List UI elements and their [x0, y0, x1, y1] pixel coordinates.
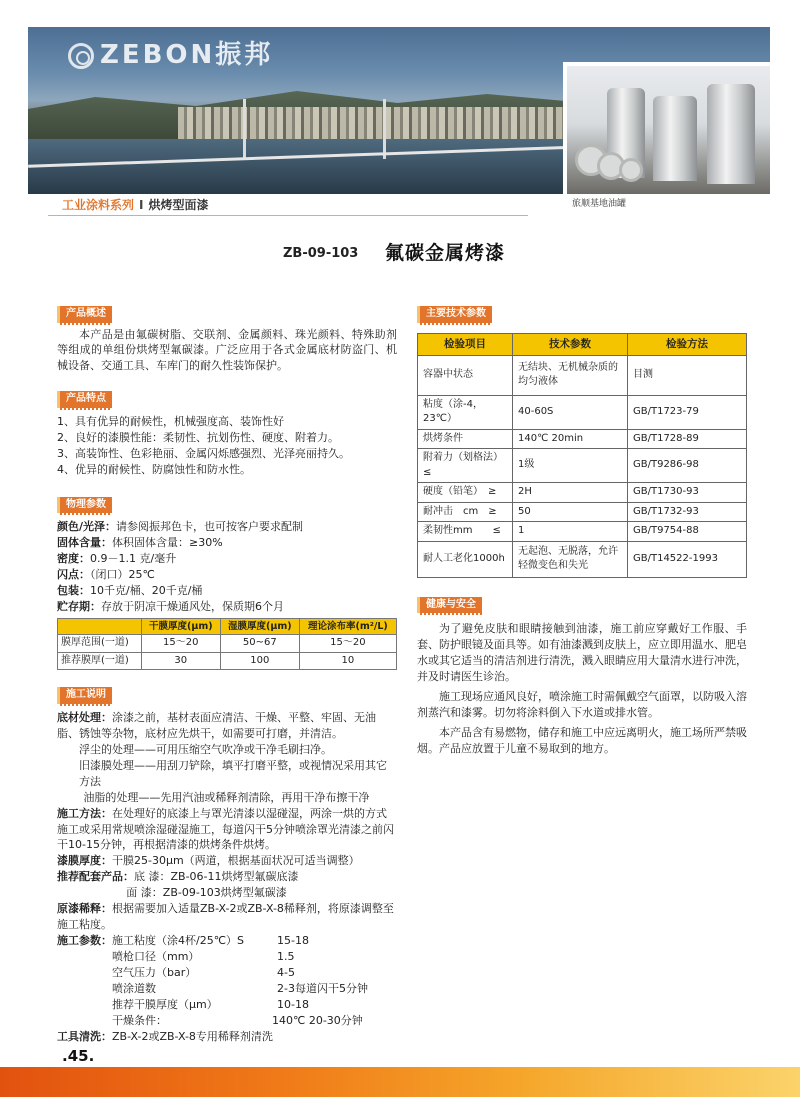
match-key: 推荐配套产品： [57, 870, 134, 884]
params-row [57, 949, 397, 965]
clean-value: ZB-X-2或ZB-X-8专用稀释剂清洗 [112, 1029, 273, 1043]
dilute-key: 原漆稀释： [57, 902, 112, 916]
table-header: 干膜厚度(μm) [141, 618, 220, 635]
section-tag: 施工说明 [57, 687, 112, 704]
physical-row [57, 599, 397, 615]
method-value: 在处理好的底漆上与罩光清漆以湿碰湿，两涂一烘的方式施工或采用常规喷涂湿碰湿施工，每道闪干5分钟喷涂罩光清漆之前闪干10-15分钟，再根据清漆的烘烤条件烘烤。 [57, 806, 394, 852]
section-tag: 主要技术参数 [417, 306, 492, 323]
physical-value: 存放于阴凉干燥通风处，保质期6个月 [101, 599, 284, 613]
table-row [58, 652, 397, 670]
physical-key: 贮存期： [57, 599, 101, 613]
physical-key: 密度： [57, 551, 90, 565]
table-cell: 容器中状态 [418, 355, 513, 395]
logo-text: ZEBON振邦 [100, 40, 274, 70]
method-text [57, 806, 397, 854]
company-logo [68, 37, 273, 75]
tank-end [619, 158, 643, 182]
section-tag: 健康与安全 [417, 597, 482, 614]
table-cell: GB/T1732-93 [628, 502, 747, 522]
physical-key: 包装： [57, 583, 90, 597]
table-row [418, 522, 747, 542]
table-header [58, 618, 142, 635]
param-value: 4-5 [277, 965, 295, 979]
overview-section [57, 305, 397, 374]
table-cell: 15～20 [299, 635, 396, 653]
table-cell: 2H [513, 483, 628, 503]
param-name: 喷涂道数 [112, 981, 156, 995]
physical-key: 固体含量： [57, 536, 112, 549]
tank [707, 84, 755, 184]
product-code: ZB-09-103 [283, 246, 359, 261]
table-row [418, 449, 747, 483]
table-header: 技术参数 [513, 333, 628, 355]
physical-value: 体积固体含量：≥30% [112, 536, 223, 549]
feature-item: 4、优异的耐候性、防腐蚀性和防水性。 [57, 462, 251, 476]
table-cell: 推荐膜厚(一道) [58, 652, 142, 670]
physical-row [57, 583, 397, 599]
table-header: 检验项目 [418, 333, 513, 355]
table-cell: 1级 [513, 449, 628, 483]
table-cell: 100 [220, 652, 299, 670]
series-heading [62, 197, 209, 214]
table-cell: 30 [141, 652, 220, 670]
substrate-text [57, 710, 397, 742]
section-tag: 物理参数 [57, 497, 112, 514]
physical-row [57, 551, 397, 567]
product-title: 氟碳金属烤漆 [385, 242, 506, 264]
dust-text: 浮尘的处理——可用压缩空气吹净或干净毛刷扫净。 [79, 742, 332, 756]
tank-photo [563, 62, 770, 194]
dilute-value: 根据需要加入适量ZB-X-2或ZB-X-8稀释剂，将原漆调整至施工粘度。 [57, 902, 394, 932]
table-cell: 耐人工老化1000h [418, 541, 513, 577]
table-cell: GB/T1730-93 [628, 483, 747, 503]
dilute-text [57, 901, 397, 933]
section-tag: 产品概述 [57, 306, 112, 323]
page-number: .45. [62, 1047, 95, 1065]
bridge-pylon [243, 99, 246, 159]
physical-value: 10千克/桶、20千克/桶 [90, 583, 203, 597]
table-cell: 烘烤条件 [418, 429, 513, 449]
table-row [418, 395, 747, 429]
method-key: 施工方法： [57, 806, 112, 820]
substrate-value: 涂漆之前，基材表面应清洁、干燥、平整、牢固、无油脂、锈蚀等杂物，底材应先烘干，如需要可打磨，并清洁。 [57, 710, 376, 740]
right-column [417, 305, 747, 757]
table-cell: GB/T9754-88 [628, 522, 747, 542]
table-cell: GB/T9286-98 [628, 449, 747, 483]
substrate-key: 底材处理： [57, 710, 112, 724]
old-film-text: 旧漆膜处理——用刮刀铲除，填平打磨平整，或视情况采用其它方法 [79, 758, 387, 788]
param-name: 喷枪口径（mm） [112, 950, 200, 964]
table-cell: 柔韧性mm ≤ [418, 522, 513, 542]
physical-key: 闪点： [57, 567, 90, 581]
physical-key: 颜色/光泽： [57, 520, 117, 534]
table-row [418, 541, 747, 577]
grease-text: 油脂的处理——先用汽油或稀释剂清除，再用干净布擦干净 [83, 790, 370, 804]
match-value: 底 漆：ZB-06-11烘烤型氟碳底漆 [134, 870, 299, 884]
table-row [418, 355, 747, 395]
clean-key: 工具清洗： [57, 1029, 112, 1043]
table-cell: GB/T14522-1993 [628, 541, 747, 577]
param-value: 140℃ 20-30分钟 [272, 1013, 363, 1027]
table-row [58, 635, 397, 653]
tank [653, 96, 697, 181]
feature-item: 2、良好的漆膜性能：柔韧性、抗划伤性、硬度、附着力。 [57, 430, 339, 444]
series-separator: I [139, 198, 144, 212]
table-cell: GB/T1723-79 [628, 395, 747, 429]
safety-paragraph: 本产品含有易燃物，储存和施工中应远离明火，施工场所严禁吸烟。产品应放置于儿童不易取到的地方。 [417, 725, 747, 755]
param-value: 10-18 [277, 997, 309, 1011]
table-cell: 无起泡、无脱落，允许轻微变色和失光 [513, 541, 628, 577]
match-text [57, 869, 397, 885]
table-cell: 40-60S [513, 395, 628, 429]
header-banner [28, 27, 770, 194]
thickness-value: 干膜25-30μm（两道，根据基面状况可适当调整） [112, 854, 360, 868]
params-row [57, 933, 397, 949]
thickness-text [57, 853, 397, 869]
param-name: 施工粘度（涂4杯/25℃）S [112, 934, 245, 948]
left-column [57, 305, 397, 1045]
params-row [57, 965, 397, 981]
section-tag: 产品特点 [57, 391, 112, 408]
table-cell: 耐冲击 cm ≥ [418, 502, 513, 522]
table-cell: 硬度（铅笔） ≥ [418, 483, 513, 503]
param-value: 15-18 [277, 934, 309, 948]
table-row [418, 483, 747, 503]
param-name: 推荐干膜厚度（μm） [112, 997, 218, 1011]
table-row [418, 429, 747, 449]
match-value-2: 面 漆：ZB-09-103烘烤型氟碳漆 [126, 886, 287, 900]
technical-table [417, 333, 747, 578]
table-cell: 140℃ 20min [513, 429, 628, 449]
table-header: 湿膜厚度(μm) [220, 618, 299, 635]
overview-text: 本产品是由氟碳树脂、交联剂、金属颜料、珠光颜料、特殊助剂等组成的单组份烘烤型氟碳漆。广泛应用于各式金属底材防盗门、机械设备、交通工具、车库门的耐久性装饰保护。 [57, 327, 397, 373]
table-header: 检验方法 [628, 333, 747, 355]
safety-paragraph: 施工现场应通风良好，喷涂施工时需佩戴空气面罩，以防吸入溶剂蒸汽和漆雾。切勿将涂料倒入下水道或排水管。 [417, 689, 747, 719]
physical-row [57, 519, 397, 535]
footer-bar [0, 1067, 800, 1097]
clean-text [57, 1029, 397, 1045]
thickness-key: 漆膜厚度： [57, 854, 112, 868]
param-name: 空气压力（bar） [112, 965, 197, 979]
physical-value: （闭口）25℃ [90, 567, 155, 581]
table-cell: 目测 [628, 355, 747, 395]
physical-row [57, 535, 397, 551]
feature-item: 3、高装饰性、色彩艳丽、金属闪烁感强烈、光泽亮丽持久。 [57, 446, 350, 460]
table-cell: 粘度（涂-4，23℃） [418, 395, 513, 429]
param-value: 1.5 [277, 950, 295, 964]
param-value: 2-3每道闪干5分钟 [277, 981, 368, 995]
table-cell: 无结块、无机械杂质的均匀液体 [513, 355, 628, 395]
safety-section [417, 596, 747, 757]
safety-paragraph: 为了避免皮肤和眼睛接触到油漆，施工前应穿戴好工作服、手套、防护眼镜及面具等。如有油漆溅到皮肤上，应立即用温水、肥皂水或其它适当的清洁剂进行清洗，溅入眼睛应用大量清水进行冲洗，并及时请医生诊治。 [417, 622, 747, 684]
technical-section [417, 305, 747, 578]
table-cell: 膜厚范围(一道) [58, 635, 142, 653]
photo-caption: 旅顺基地油罐 [572, 199, 627, 209]
table-cell: 50~67 [220, 635, 299, 653]
series-name: 工业涂料系列 [62, 198, 135, 212]
physical-value: 0.9－1.1 克/毫升 [90, 551, 177, 565]
table-cell: 附着力（划格法）≤ [418, 449, 513, 483]
bridge-pylon [383, 99, 386, 159]
table-cell: GB/T1728-89 [628, 429, 747, 449]
film-thickness-table [57, 618, 397, 671]
physical-row [57, 567, 397, 583]
series-category: 烘烤型面漆 [148, 198, 209, 212]
header-divider [48, 215, 528, 216]
physical-section [57, 496, 397, 671]
params-row [57, 997, 397, 1013]
params-row [57, 981, 397, 997]
table-header: 理论涂布率(m²/L) [299, 618, 396, 635]
table-cell: 50 [513, 502, 628, 522]
params-key: 施工参数： [57, 934, 112, 948]
table-row [418, 502, 747, 522]
param-name: 干燥条件： [112, 1013, 167, 1027]
feature-item: 1、具有优异的耐候性，机械强度高、装饰性好 [57, 414, 284, 428]
params-row [57, 1013, 397, 1029]
features-section [57, 390, 397, 477]
logo-mark-icon [68, 43, 94, 69]
construction-section [57, 686, 397, 1044]
physical-value: 请参阅振邦色卡，也可按客户要求配制 [116, 520, 304, 534]
table-cell: 15～20 [141, 635, 220, 653]
table-cell: 10 [299, 652, 396, 670]
table-cell: 1 [513, 522, 628, 542]
